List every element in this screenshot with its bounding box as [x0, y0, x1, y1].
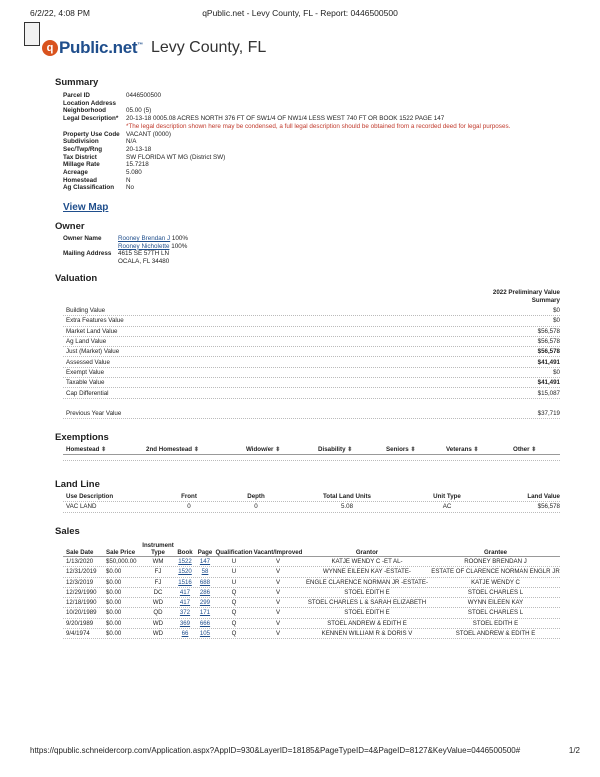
sales-col-header: Page [197, 549, 213, 556]
book-link[interactable]: 369 [179, 619, 191, 627]
sales-cell: Q [231, 609, 237, 617]
sales-cell: U [231, 558, 237, 565]
summary-key: Property Use Code [63, 130, 120, 138]
sales-cell: 9/20/1989 [66, 619, 94, 627]
sales-cell: Q [231, 588, 237, 596]
sales-cell: $0.00 [106, 609, 122, 617]
landline-cell: 0 [187, 503, 191, 511]
sales-cell: STOEL CHARLES L [467, 609, 524, 617]
summary-key: Millage Rate [63, 161, 100, 169]
summary-value: SW FLORIDA WT MG (District SW) [126, 153, 226, 161]
valuation-row [63, 327, 560, 337]
summary-value: 20-13-18 0005.08 ACRES NORTH 376 FT OF SW1/4 OF NW1/4 LESS WEST 740 FT OR BOOK 1522 PAGE 147 [126, 115, 445, 123]
sales-cell: WD [152, 630, 164, 638]
landline-col-header: Use Description [66, 493, 114, 501]
sales-cell: 12/18/1990 [66, 599, 97, 607]
sales-cell: $50,000.00 [106, 558, 137, 565]
landline-heading: Land Line [55, 479, 100, 490]
sales-cell: KENNEN WILLIAM R & DORIS V [321, 630, 413, 638]
view-map-link[interactable]: View Map [63, 202, 109, 213]
sales-cell: QD [153, 609, 163, 617]
print-title: qPublic.net - Levy County, FL - Report: 0446500500 [202, 8, 398, 18]
sales-cell: $0.00 [106, 599, 122, 607]
sales-cell: Q [231, 619, 237, 627]
summary-key: Tax District [63, 153, 97, 161]
summary-table [63, 92, 510, 192]
owner-name-label: Owner Name [63, 235, 102, 242]
sales-cell: ESTATE OF CLARENCE NORMAN ENGLR JR [431, 568, 560, 576]
landline-col-header: Unit Type [433, 493, 461, 501]
print-page-number: 1/2 [568, 746, 580, 755]
page-link[interactable]: 147 [199, 558, 211, 565]
brand-name: Public.net™ [59, 38, 143, 57]
exemption-col-5[interactable]: Veterans ⬍ [446, 446, 479, 454]
sales-cell: STOEL ANDREW & EDITH E [455, 630, 536, 638]
sales-cell: V [275, 609, 281, 617]
legal-disclaimer: *The legal description shown here may be condensed, a full legal description should be obtained from a recorded deed for legal purposes. [126, 122, 511, 130]
exemptions-table [63, 445, 560, 461]
sales-row [63, 629, 560, 639]
sort-icon: ⬍ [531, 447, 537, 454]
book-link[interactable]: 417 [179, 599, 191, 607]
landline-col-header: Land Value [527, 493, 560, 501]
county-name: Levy County, FL [150, 39, 267, 56]
mailing-address-label: Mailing Address [63, 250, 112, 258]
valuation-value: $41,491 [537, 358, 560, 366]
valuation-label: Cap Differential [66, 389, 109, 397]
sales-cell: $0.00 [106, 619, 122, 627]
valuation-table [63, 289, 560, 419]
landline-col-header: Total Land Units [322, 493, 371, 501]
sales-cell: V [275, 619, 281, 627]
sales-cell: V [275, 588, 281, 596]
sort-icon: ⬍ [193, 447, 199, 454]
exemption-col-1[interactable]: 2nd Homestead ⬍ [146, 446, 199, 454]
landline-cell: 0 [254, 503, 258, 511]
sales-cell: ENGLE CLARENCE NORMAN JR -ESTATE- [305, 578, 428, 586]
sales-cell: 1/13/2020 [66, 558, 94, 565]
mailing-address: 4615 SE 57TH LN OCALA, FL 34480 [118, 250, 170, 266]
valuation-label: Market Land Value [66, 327, 118, 335]
summary-row [63, 146, 510, 154]
qpublic-q-icon: q [42, 40, 58, 56]
summary-row [63, 154, 510, 162]
valuation-row [63, 368, 560, 378]
sales-cell: Q [231, 630, 237, 638]
sales-cell: DC [153, 588, 163, 596]
book-link[interactable]: 66 [181, 630, 189, 638]
sales-row [63, 578, 560, 588]
landline-cell: AC [442, 503, 452, 511]
sales-cell: V [275, 599, 281, 607]
sales-row [63, 619, 560, 629]
sales-cell: KATJE WENDY C -ET AL- [331, 558, 403, 565]
owner-1-link[interactable]: Rooney Brendan J [118, 235, 171, 242]
owner-heading: Owner [55, 221, 85, 232]
summary-key: Location Address [63, 99, 116, 107]
exemption-col-4[interactable]: Seniors ⬍ [386, 446, 416, 454]
sort-icon: ⬍ [275, 447, 281, 454]
sales-table [63, 540, 560, 639]
summary-row [63, 92, 510, 100]
owner-2: Rooney Nicholette 100% [118, 242, 188, 250]
sales-col-header: Qualification [215, 549, 253, 556]
summary-value: 5.080 [126, 169, 142, 177]
summary-value: VACANT (0000) [126, 130, 171, 138]
exemption-col-0[interactable]: Homestead ⬍ [66, 446, 107, 454]
sales-cell: ROONEY BRENDAN J [464, 558, 527, 565]
sales-cell: STOEL EDITH E [472, 619, 519, 627]
book-link[interactable]: 1516 [178, 578, 192, 586]
summary-row [63, 161, 510, 169]
sales-cell: V [275, 558, 281, 565]
summary-row [63, 115, 510, 123]
summary-row [63, 123, 510, 131]
print-datetime: 6/2/22, 4:08 PM [30, 8, 91, 18]
broken-image-icon [24, 22, 40, 46]
summary-row [63, 184, 510, 192]
sales-cell: $0.00 [106, 568, 122, 576]
summary-key [63, 123, 126, 131]
valuation-row [63, 347, 560, 357]
valuation-value: $0 [553, 368, 560, 376]
sales-col-header: Book [177, 549, 193, 556]
summary-key: Sec/Twp/Rng [63, 145, 103, 153]
sales-col-header: Sale Price [106, 549, 136, 556]
sales-col-header: Grantee [483, 549, 508, 556]
sales-cell: $0.00 [106, 578, 122, 586]
valuation-label: Building Value [66, 307, 106, 315]
owner-table [63, 235, 188, 266]
summary-value: N [126, 176, 131, 184]
sales-cell: V [275, 630, 281, 638]
book-link[interactable]: 1520 [178, 568, 192, 576]
valuation-row [63, 316, 560, 326]
landline-cell: 5.08 [340, 503, 354, 511]
sales-col-header: Instrument Type [142, 542, 174, 556]
book-link[interactable]: 417 [179, 588, 191, 596]
sales-cell: U [231, 578, 237, 586]
sales-row [63, 608, 560, 618]
landline-col-header: Depth [247, 493, 265, 501]
valuation-value: $56,578 [537, 327, 560, 335]
owner-2-link[interactable]: Rooney Nicholette [118, 242, 170, 250]
summary-key: Parcel ID [63, 92, 90, 99]
sales-cell: STOEL CHARLES L [467, 588, 524, 596]
valuation-label: Extra Features Value [66, 317, 124, 325]
book-link[interactable]: 372 [179, 609, 191, 617]
valuation-heading: Valuation [55, 273, 98, 284]
valuation-row [63, 337, 560, 347]
qpublic-logo[interactable] [42, 38, 266, 58]
summary-row [63, 177, 510, 185]
previous-year-row: Previous Year Value $37,719 [63, 409, 560, 419]
sort-icon: ⬍ [347, 447, 353, 454]
sales-row [63, 567, 560, 577]
exemption-col-2[interactable]: Widow/er ⬍ [246, 446, 281, 454]
valuation-value: $41,491 [537, 379, 560, 387]
valuation-row [63, 388, 560, 398]
valuation-label: Ag Land Value [66, 338, 107, 346]
summary-row [63, 138, 510, 146]
sales-cell: V [275, 578, 281, 586]
sales-cell: 12/29/1990 [66, 588, 97, 596]
sales-cell: $0.00 [106, 630, 122, 638]
sales-row [63, 598, 560, 608]
summary-row [63, 107, 510, 115]
sales-cell: WD [152, 619, 164, 627]
sales-cell: STOEL ANDREW & EDITH E [327, 619, 407, 627]
sales-cell: 12/3/2019 [66, 578, 94, 586]
valuation-row [63, 306, 560, 316]
sort-icon: ⬍ [101, 447, 107, 454]
sales-cell: WYNNE EILEEN KAY -ESTATE- [323, 568, 411, 576]
sales-cell: 10/20/1989 [66, 609, 97, 617]
sales-heading: Sales [55, 526, 80, 537]
sales-cell: WYNN EILEEN KAY [467, 599, 524, 607]
valuation-label: Taxable Value [66, 379, 105, 387]
valuation-label: Assessed Value [66, 358, 110, 366]
sales-row [63, 557, 560, 567]
sales-col-header: Sale Date [66, 549, 94, 556]
page-link[interactable]: 58 [201, 568, 209, 576]
summary-value: N/A [126, 138, 137, 146]
valuation-value: $56,578 [537, 348, 560, 356]
sales-cell: 12/31/2019 [66, 568, 97, 576]
valuation-value: $0 [553, 317, 560, 325]
exemption-col-3[interactable]: Disability ⬍ [318, 446, 353, 454]
summary-key: Ag Classification [63, 184, 115, 192]
sales-cell: FJ [154, 578, 162, 586]
sales-cell: STOEL EDITH E [344, 609, 390, 617]
page-link[interactable]: 666 [199, 619, 211, 627]
exemption-col-6[interactable]: Other ⬍ [513, 446, 537, 454]
summary-key: Neighborhood [63, 107, 107, 115]
valuation-row [63, 357, 560, 367]
sales-cell: STOEL CHARLES L & SARAH ELIZABETH [307, 599, 427, 607]
owner-1: Rooney Brendan J 100% [118, 235, 189, 242]
valuation-value: $15,087 [537, 389, 560, 397]
valuation-label: Exempt Value [66, 368, 105, 376]
sort-icon: ⬍ [473, 447, 479, 454]
landline-col-header: Front [181, 493, 197, 501]
sales-cell: U [231, 568, 237, 576]
sales-col-header: Grantor [355, 549, 379, 556]
sales-cell: WD [152, 599, 164, 607]
summary-value: 05.00 (5) [126, 107, 152, 115]
page-link[interactable]: 171 [199, 609, 211, 617]
page-link[interactable]: 688 [199, 578, 211, 586]
sales-cell: STOEL EDITH E [344, 588, 390, 596]
sales-cell: KATJE WENDY C [471, 578, 520, 586]
summary-key: Homestead [63, 176, 97, 184]
summary-value: 20-13-18 [126, 145, 152, 153]
landline-cell: VAC LAND [66, 503, 97, 511]
owner-list [118, 235, 188, 250]
sales-header-row [63, 540, 560, 557]
sales-cell: $0.00 [106, 588, 122, 596]
summary-value: 0446500500 [126, 92, 162, 99]
summary-row [63, 100, 510, 108]
summary-row [63, 169, 510, 177]
sort-icon: ⬍ [410, 447, 416, 454]
sales-col-header: Vacant/Improved [253, 549, 303, 556]
valuation-value: $0 [553, 307, 560, 315]
book-link[interactable]: 1522 [178, 558, 192, 565]
valuation-row [63, 378, 560, 388]
sales-cell: WM [152, 558, 164, 565]
sales-cell: V [275, 568, 281, 576]
print-url: https://qpublic.schneidercorp.com/Application.aspx?AppID=930&LayerID=18185&PageTypeID=4&PageID=8127&KeyValue=0446500500# [30, 746, 521, 755]
landline-table [63, 492, 560, 513]
sales-cell: FJ [154, 568, 162, 576]
valuation-col-header: 2022 Preliminary Value Summary [492, 289, 560, 304]
landline-cell: $56,578 [537, 503, 560, 511]
summary-value: 15.7218 [126, 161, 149, 169]
valuation-value: $56,578 [537, 338, 560, 346]
sales-row [63, 588, 560, 598]
sales-cell: Q [231, 599, 237, 607]
print-footer [30, 746, 580, 755]
summary-key: Subdivision [63, 138, 99, 146]
page-link[interactable]: 105 [199, 630, 211, 638]
summary-key: Legal Description* [63, 115, 119, 123]
summary-row [63, 131, 510, 139]
exemptions-heading: Exemptions [55, 432, 109, 443]
summary-value: No [126, 184, 135, 192]
sales-cell: 9/4/1974 [66, 630, 90, 638]
page-link[interactable]: 286 [199, 588, 211, 596]
summary-heading: Summary [55, 77, 99, 88]
valuation-label: Just (Market) Value [66, 348, 120, 356]
page-link[interactable]: 299 [199, 599, 211, 607]
summary-key: Acreage [63, 169, 88, 177]
